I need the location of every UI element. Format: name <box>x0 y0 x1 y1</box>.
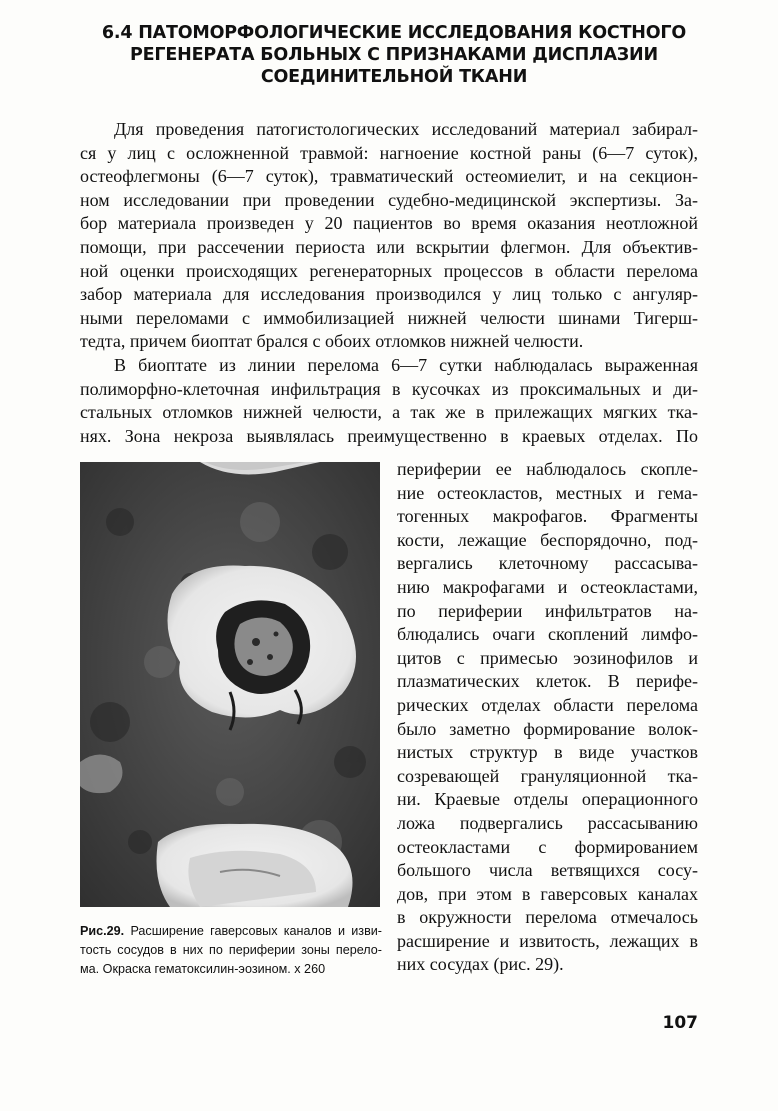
body-line: В биоптате из линии перелома 6—7 сутки наблюдалась выраженная <box>114 354 698 375</box>
column-line: ложа подвергались рассасыванию <box>397 812 698 833</box>
body-line: полиморфно-клеточная инфильтрация в кусочках из проксимальных и ди- <box>80 378 698 399</box>
body-line: тедта, причем биоптат брался с обоих отломков нижней челюсти. <box>80 331 584 352</box>
column-line: нистых структур в виде участков <box>397 742 698 763</box>
page-number: 107 <box>662 1013 698 1033</box>
caption-label: Рис.29. <box>80 924 125 938</box>
column-line: по периферии инфильтратов на- <box>397 600 698 621</box>
caption-line: ма. Окраска гематоксилин-эозином. х 260 <box>80 962 326 976</box>
column-line: блюдались очаги скоплений лимфо- <box>397 624 698 645</box>
column-line: в окружности перелома отмечалось <box>397 907 698 928</box>
column-line: кости, лежащие беспорядочно, под- <box>397 529 698 550</box>
body-line: Для проведения патогистологических исследований материал забирал- <box>114 119 698 139</box>
heading-line: СОЕДИНИТЕЛЬНОЙ ТКАНИ <box>260 67 528 87</box>
micrograph-figure <box>80 462 380 907</box>
body-line: ными переломами с иммобилизацией нижней челюсти шинами Тигерш- <box>80 307 698 328</box>
column-line: периферии ее наблюдалось скопле- <box>397 459 698 479</box>
micrograph-image <box>80 462 380 907</box>
column-line: созревающей грануляционной тка- <box>397 765 698 786</box>
heading-line: РЕГЕНЕРАТА БОЛЬНЫХ С ПРИЗНАКАМИ ДИСПЛАЗИИ <box>130 45 658 65</box>
body-line: бор материала произведен у 20 пациентов во время оказания неотложной <box>80 213 698 234</box>
heading-line: 6.4 ПАТОМОРФОЛОГИЧЕСКИЕ ИССЛЕДОВАНИЯ КОСТНОГО <box>101 23 687 43</box>
body-line: стальных отломков нижней челюсти, а так же в прилежащих мягких тка- <box>80 402 698 423</box>
body-line: ном исследовании при проведении судебно-медицинской экспертизы. За- <box>80 189 698 210</box>
column-line: нию макрофагами и остеокластами, <box>397 576 698 597</box>
column-line: дов, при этом в гаверсовых каналах <box>397 883 698 904</box>
column-line: рических отделах области перелома <box>397 694 698 715</box>
body-line: ной оценки происходящих регенераторных процессов в области перелома <box>80 260 698 281</box>
column-line: вергались клеточному рассасыва- <box>397 553 698 574</box>
body-line: ся у лиц с осложненной травмой: нагноение костной раны (6—7 суток), <box>80 142 698 163</box>
column-line: ни. Краевые отделы операционного <box>397 789 698 810</box>
body-line: нях. Зона некроза выявлялась преимущественно в краевых отделах. По <box>80 425 698 446</box>
column-line: расширение и извитость, лежащих в <box>397 930 698 951</box>
full-width-text <box>80 118 698 448</box>
column-line: остеокластами с формированием <box>397 836 698 857</box>
column-line: тогенных макрофагов. Фрагменты <box>397 506 698 527</box>
column-line: цитов с примесью эозинофилов и <box>397 647 698 668</box>
column-line: плазматических клеток. В перифе- <box>397 671 698 692</box>
body-line: остеофлегмоны (6—7 суток), травматический остеомиелит, и на секцион- <box>80 166 698 187</box>
column-line: них сосудах (рис. 29). <box>397 954 564 975</box>
section-heading <box>64 22 724 88</box>
caption-line <box>80 922 382 941</box>
body-line: помощи, при рассечении периоста или вскрытии флегмон. Для объектив- <box>80 236 698 257</box>
caption-text: Расширение гаверсовых каналов и изви- <box>130 924 382 938</box>
caption-line: тость сосудов в них по периферии зоны перело- <box>80 943 382 957</box>
column-line: большого числа ветвящихся сосу- <box>397 860 698 881</box>
column-text <box>397 458 698 977</box>
figure-caption <box>80 922 382 979</box>
column-line: было заметно формирование волок- <box>397 718 698 739</box>
body-line: забор материала для исследования производился у лиц только с ангуляр- <box>80 284 698 305</box>
column-line: ние остеокластов, местных и гема- <box>397 482 698 503</box>
